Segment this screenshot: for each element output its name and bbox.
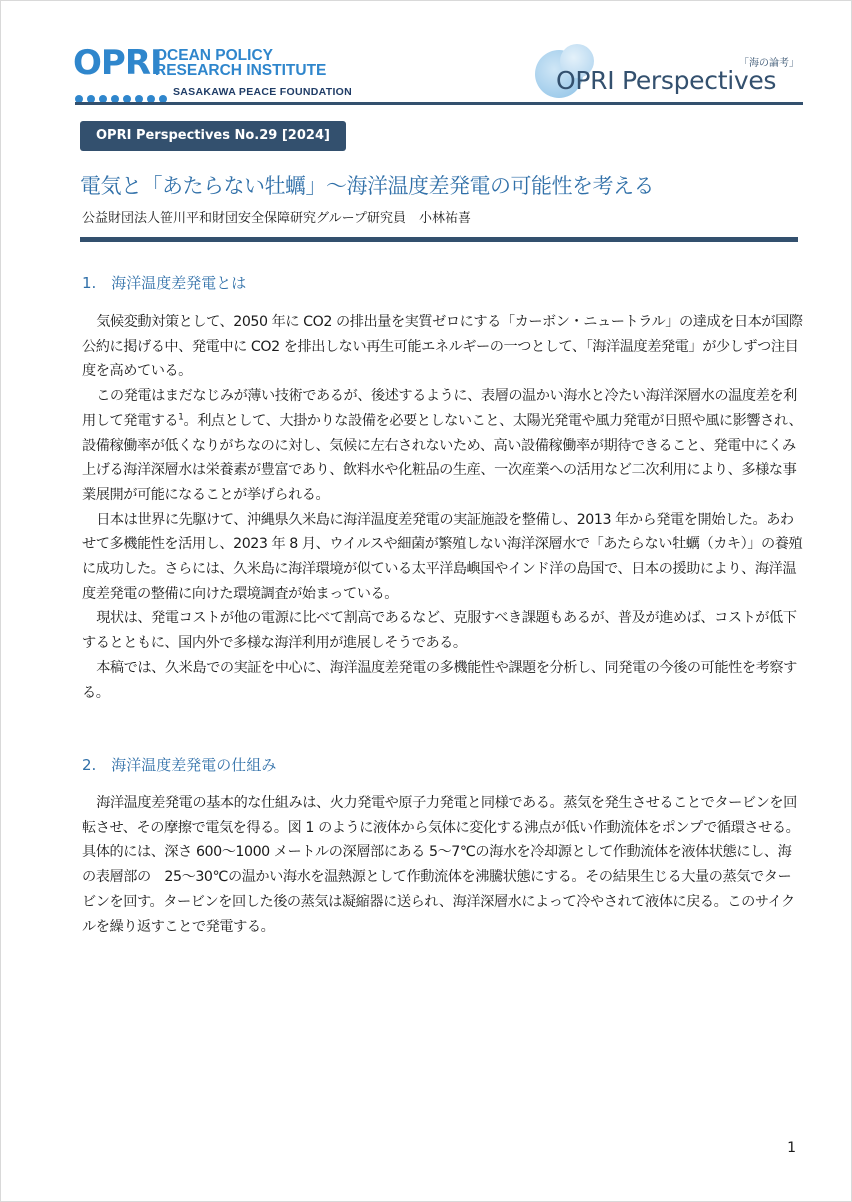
section-body-1 [82,310,804,705]
section-body-2 [82,791,804,939]
paragraph: 日本は世界に先駆けて、沖縄県久米島に海洋温度差発電の実証施設を整備し、2013 年から発電を開始した。あわせて多機能性を活用し、2023 年 8 月、ウイルスや細菌が繁殖しない海洋深層水で「あたらない牡蠣（カキ）」の養殖に成功した。さらには、久米島に海洋環境が似ている太平洋島嶼国やインド洋の島国で、日本の援助により、海洋温度差発電の整備に向けた環境調査が始まっている。 [82,511,803,602]
paragraph-text: この発電はまだなじみが薄い技術であるが、後述するように、表層の温かい海水と冷たい海洋深層水の温度差を利用して発電する [82,388,797,429]
section-heading-2: 2. 海洋温度差発電の仕組み [82,756,277,774]
document-title: 電気と「あたらない牡蠣」～海洋温度差発電の可能性を考える [80,174,654,198]
perspectives-logo [530,42,805,102]
perspectives-tag: 「海の論考」 [739,58,799,69]
header-divider [75,102,803,105]
paragraph: 海洋温度差発電の基本的な仕組みは、火力発電や原子力発電と同様である。蒸気を発生させることでタービンを回転させ、その摩擦で電気を得る。図 1 のように液体から気体に変化する沸点が低い作動流体をポンプで循環させる。具体的には、深さ 600～1000 メートルの深層部にある 5～7℃の海水を冷却源として作動流体を液体状態にし、海の表層部の 25～30℃の温かい海水を温熱源として作動流体を沸騰状態にする。その結果生じる大量の蒸気でタービンを回す。タービンを回した後の蒸気は凝縮器に送られ、海洋深層水によって冷やされて液体に戻る。このサイクルを繰り返すことで発電する。 [82,795,800,935]
paragraph: 現状は、発電コストが他の電源に比べて割高であるなど、克服すべき課題もあるが、普及が進めば、コストが低下するとともに、国内外で多様な海洋利用が進展しそうである。 [82,610,797,652]
perspectives-title: OPRI Perspectives [556,66,777,95]
logo-name-line1: OCEAN POLICY [155,47,273,64]
logo-name-line2: RESEARCH INSTITUTE [155,62,327,79]
foundation-name: SASAKAWA PEACE FOUNDATION [173,86,353,98]
logo-institute-name [155,48,375,78]
paragraph: 気候変動対策として、2050 年に CO2 の排出量を実質ゼロにする「カーボン・ニュートラル」の達成を日本が国際公約に掲げる中、発電中に CO2 を排出しない再生可能エネルギーの一つとして、「海洋温度差発電」が少しずつ注目度を高めている。 [82,314,803,380]
paragraph [82,384,804,508]
logo-letters: OPRI [73,43,162,83]
title-divider [80,237,798,242]
series-label: OPRI Perspectives No.29 [2024] [80,121,346,151]
document-author: 公益財団法人笹川平和財団安全保障研究グループ研究員 小林祐喜 [82,211,471,226]
paragraph-text-rest: 。利点として、大掛かりな設備を必要としないこと、太陽光発電や風力発電が日照や風に影響され、設備稼働率が低くなりがちなのに対し、気候に左右されないため、高い設備稼働率が期待できること、発電中にくみ上げる海洋深層水は栄養素が豊富であり、飲料水や化粧品の生産、一次産業への活用など二次利用により、多様な事業展開が可能になることが挙げられる。 [82,412,803,503]
page-number: 1 [787,1140,796,1156]
section-heading-1: 1. 海洋温度差発電とは [82,274,247,292]
footnote-ref[interactable]: 1 [178,412,184,423]
paragraph: 本稿では、久米島での実証を中心に、海洋温度差発電の多機能性や課題を分析し、同発電の今後の可能性を考察する。 [82,659,797,701]
